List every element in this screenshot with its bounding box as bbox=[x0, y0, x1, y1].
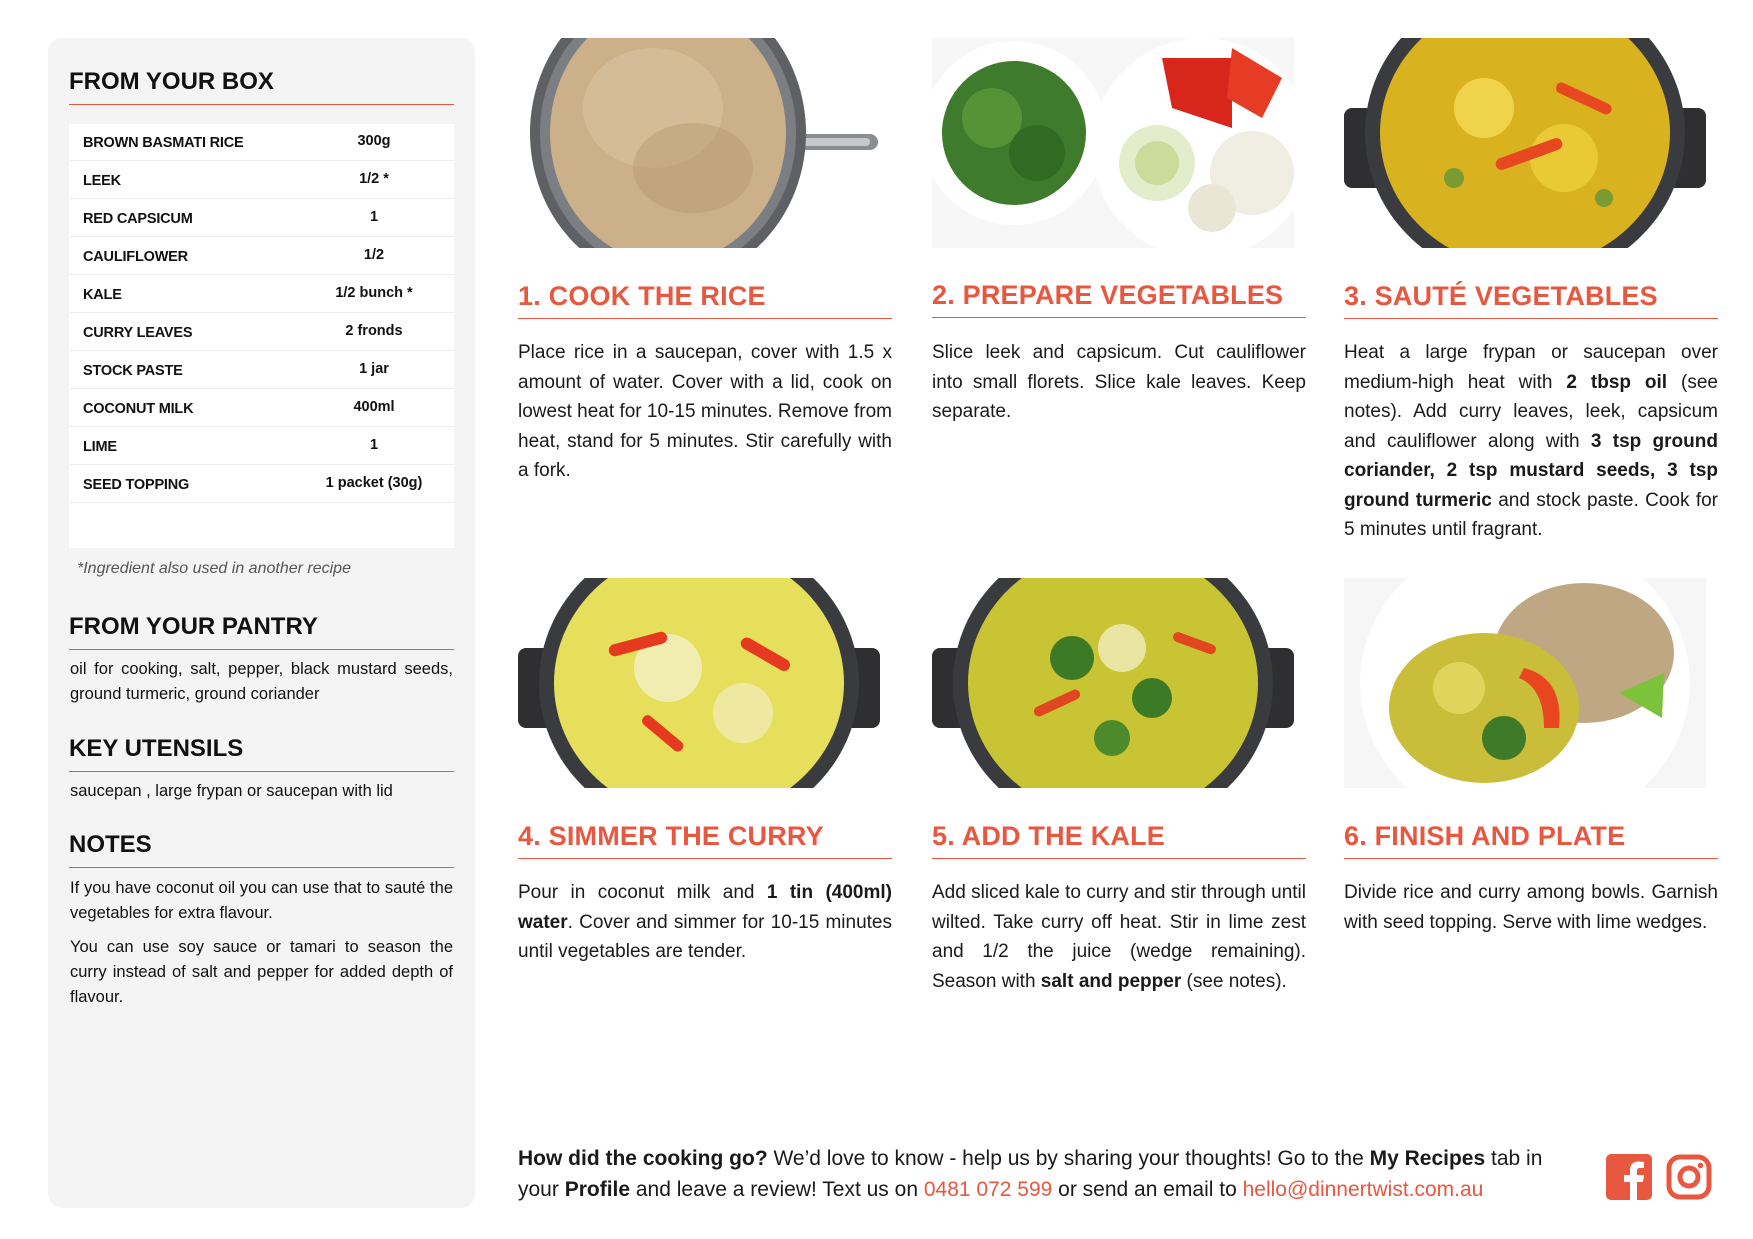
ingredient-qty: 400ml bbox=[353, 399, 395, 415]
ingredient-name: RED CAPSICUM bbox=[83, 211, 193, 227]
notes-heading: NOTES bbox=[69, 831, 454, 868]
ingredient-name: KALE bbox=[83, 287, 122, 303]
step-title: 3. SAUTÉ VEGETABLES bbox=[1344, 281, 1718, 319]
ingredient-name: STOCK PASTE bbox=[83, 363, 183, 379]
step-text: Place rice in a saucepan, cover with 1.5 x amount of water. Cover with a lid, cook on lowest heat for 10-15 minutes. Remove from heat, stand for 5 minutes. Stir carefully with a fork. bbox=[518, 342, 892, 481]
step-title: 1. COOK THE RICE bbox=[518, 281, 892, 319]
ingredients-table bbox=[69, 124, 454, 548]
facebook-icon[interactable] bbox=[1606, 1154, 1652, 1200]
ingredient-qty: 2 fronds bbox=[345, 323, 403, 339]
ingredient-qty: 1 packet (30g) bbox=[325, 475, 423, 491]
ingredients-sidebar bbox=[48, 38, 475, 1208]
step-title: 4. SIMMER THE CURRY bbox=[518, 821, 892, 859]
ingredient-row bbox=[69, 162, 454, 199]
ingredient-row bbox=[69, 276, 454, 313]
add-kale-image bbox=[932, 578, 1294, 788]
utensils-heading: KEY UTENSILS bbox=[69, 735, 454, 772]
ingredient-row bbox=[69, 390, 454, 427]
note-text: If you have coconut oil you can use that to sauté the vegetables for extra flavour. bbox=[70, 879, 453, 922]
ingredient-row bbox=[69, 428, 454, 465]
plated-curry-image bbox=[1344, 578, 1706, 788]
box-heading: FROM YOUR BOX bbox=[69, 68, 454, 105]
step-text: Slice leek and capsicum. Cut cauliflower into small florets. Slice kale leaves. Keep separate. bbox=[932, 342, 1306, 422]
step-title: 6. FINISH AND PLATE bbox=[1344, 821, 1718, 859]
ingredient-qty: 1/2 bbox=[363, 247, 385, 263]
instagram-icon[interactable] bbox=[1666, 1154, 1712, 1200]
ingredient-row bbox=[69, 238, 454, 275]
ingredient-footnote: *Ingredient also used in another recipe bbox=[77, 560, 351, 577]
ingredient-qty: 1/2 bunch * bbox=[335, 285, 413, 301]
ingredient-name: LIME bbox=[83, 439, 117, 455]
note-text: You can use soy sauce or tamari to season the curry instead of salt and pepper for added depth of flavour. bbox=[70, 938, 453, 1006]
step-text: Pour in coconut milk and 1 tin (400ml) water. Cover and simmer for 10-15 minutes until vegetables are tender. bbox=[518, 882, 892, 962]
step-text: Add sliced kale to curry and stir through until wilted. Take curry off heat. Stir in lime zest and 1/2 the juice (wedge remaining). Season with salt and pepper (see notes). bbox=[932, 882, 1306, 992]
ingredient-qty: 1 bbox=[369, 209, 379, 225]
ingredient-name: CURRY LEAVES bbox=[83, 325, 193, 341]
simmer-curry-image bbox=[518, 578, 880, 788]
ingredient-name: COCONUT MILK bbox=[83, 401, 194, 417]
step-title: 2. PREPARE VEGETABLES bbox=[932, 280, 1306, 318]
pantry-text: oil for cooking, salt, pepper, black mustard seeds, ground turmeric, ground coriander bbox=[70, 660, 453, 703]
saute-vegetables-image bbox=[1344, 38, 1706, 248]
ingredient-row bbox=[69, 466, 454, 503]
step-title: 5. ADD THE KALE bbox=[932, 821, 1306, 859]
ingredient-name: BROWN BASMATI RICE bbox=[83, 135, 244, 151]
ingredient-name: LEEK bbox=[83, 173, 121, 189]
ingredient-row bbox=[69, 352, 454, 389]
ingredient-qty: 300g bbox=[357, 133, 391, 149]
prepared-vegetables-image bbox=[932, 38, 1294, 248]
feedback-footer: How did the cooking go? We’d love to know - help us by sharing your thoughts! Go to the My Recipes tab in your Profile and leave a review! Text us on 0481 072 599 or send an email to hello@dinnertwist.com.au bbox=[518, 1147, 1543, 1201]
step-text: Divide rice and curry among bowls. Garnish with seed topping. Serve with lime wedges. bbox=[1344, 882, 1718, 933]
step-text: Heat a large frypan or saucepan over medium-high heat with 2 tbsp oil (see notes). Add curry leaves, leek, capsicum and cauliflower along with 3 tsp ground coriander, 2 tsp mustard seeds, 3 tsp ground turmeric and stock paste. Cook for 5 minutes until fragrant. bbox=[1344, 342, 1718, 540]
ingredient-name: CAULIFLOWER bbox=[83, 249, 188, 265]
ingredient-row bbox=[69, 124, 454, 161]
ingredient-qty: 1/2 * bbox=[359, 171, 389, 187]
phone-link[interactable]: 0481 072 599 bbox=[923, 1178, 1053, 1201]
utensils-text: saucepan , large frypan or saucepan with lid bbox=[70, 782, 393, 800]
ingredient-qty: 1 jar bbox=[359, 361, 389, 377]
ingredient-name: SEED TOPPING bbox=[83, 477, 190, 493]
pantry-heading: FROM YOUR PANTRY bbox=[69, 613, 454, 650]
ingredient-qty: 1 bbox=[369, 437, 379, 453]
rice-pan-image bbox=[518, 38, 880, 248]
email-link[interactable]: hello@dinnertwist.com.au bbox=[1242, 1178, 1484, 1201]
ingredient-row bbox=[69, 200, 454, 237]
ingredient-row bbox=[69, 314, 454, 351]
